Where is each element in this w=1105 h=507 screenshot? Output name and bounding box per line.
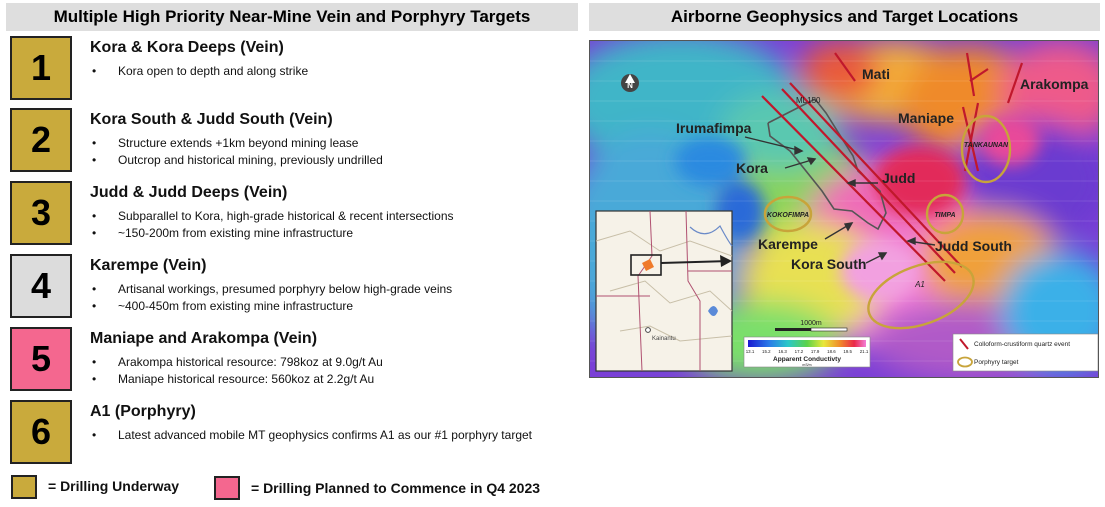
label-mati: Mati	[862, 66, 890, 82]
left-panel-title: Multiple High Priority Near-Mine Vein and Porphyry Targets	[6, 3, 578, 31]
legend-underway-swatch	[11, 475, 37, 499]
target-number-box: 6	[10, 400, 72, 464]
svg-text:Porphyry target: Porphyry target	[974, 359, 1019, 366]
colorbar-tick-label: 17.9	[810, 349, 820, 354]
target-number-box: 2	[10, 108, 72, 172]
legend-underway-label: = Drilling Underway	[48, 478, 180, 494]
label-kainantu: Kainantu	[652, 336, 676, 342]
target-bullet: • Structure extends +1km beyond mining lease	[90, 135, 560, 152]
target-title: Karempe (Vein)	[90, 257, 207, 274]
target-bullet: • Outcrop and historical mining, previously undrilled	[90, 152, 560, 169]
target-bullet: • Artisanal workings, presumed porphyry below high-grade veins	[90, 281, 560, 298]
target-item	[10, 400, 570, 466]
colorbar-tick-label: 19.5	[843, 349, 852, 354]
target-item	[10, 108, 570, 174]
north-arrow-icon	[621, 74, 639, 92]
target-bullet-list	[90, 135, 560, 169]
target-title: Judd & Judd Deeps (Vein)	[90, 184, 288, 201]
target-bullet: • Latest advanced mobile MT geophysics confirms A1 as our #1 porphyry target	[90, 427, 560, 444]
label-tankaunan: TANKAUNAN	[963, 142, 1009, 149]
colorbar-tick-label: 15.2	[762, 349, 771, 354]
label-kora-south: Kora South	[791, 256, 867, 272]
target-bullet: • Kora open to depth and along strike	[90, 63, 560, 80]
conductivity-colorbar	[744, 337, 870, 367]
label-irumafimpa: Irumafimpa	[676, 120, 752, 136]
label-a1: A1	[915, 280, 925, 289]
colorbar-tick-label: 16.3	[778, 349, 787, 354]
label-arakompa: Arakompa	[1020, 76, 1089, 92]
target-title: Kora South & Judd South (Vein)	[90, 111, 333, 128]
target-number-box: 4	[10, 254, 72, 318]
label-maniape: Maniape	[898, 110, 955, 126]
target-bullet-list	[90, 63, 560, 80]
svg-text:Colloform-crustiform quartz ev: Colloform-crustiform quartz event	[974, 341, 1071, 348]
label-judd: Judd	[882, 170, 916, 186]
svg-text:Apparent Conductivty: Apparent Conductivty	[773, 356, 841, 363]
colorbar-tick-label: 17.2	[794, 349, 804, 354]
target-bullet: • ~150-200m from existing mine infrastructure	[90, 225, 560, 242]
target-item	[10, 181, 570, 247]
svg-text:mS/m: mS/m	[802, 363, 812, 367]
colorbar-tick-label: 21.1	[859, 349, 869, 354]
label-karempe: Karempe	[758, 236, 818, 252]
svg-text:1000m: 1000m	[800, 320, 822, 327]
target-number-box: 1	[10, 36, 72, 100]
target-title: Kora & Kora Deeps (Vein)	[90, 39, 284, 56]
target-bullet-list	[90, 427, 560, 444]
target-bullet: • Subparallel to Kora, high-grade historical & recent intersections	[90, 208, 560, 225]
target-bullet-list	[90, 354, 560, 388]
target-title: A1 (Porphyry)	[90, 403, 196, 420]
target-bullet: • Arakompa historical resource: 798koz at 9.0g/t Au	[90, 354, 560, 371]
label-ml150: ML150	[796, 96, 821, 105]
label-kokofimpa: KOKOFIMPA	[766, 212, 810, 219]
geophysics-map	[589, 40, 1099, 378]
map-legend	[953, 334, 1098, 371]
label-judd-south: Judd South	[935, 238, 1012, 254]
target-bullet: • ~400-450m from existing mine infrastructure	[90, 298, 560, 315]
target-number-box: 5	[10, 327, 72, 391]
label-kora: Kora	[736, 160, 768, 176]
colorbar-tick-label: 13.1	[745, 349, 755, 354]
target-number-box: 3	[10, 181, 72, 245]
target-item	[10, 36, 570, 102]
target-bullet-list	[90, 208, 560, 242]
legend-planned-label: = Drilling Planned to Commence in Q4 2023	[251, 480, 541, 496]
label-timpa: TIMPA	[934, 212, 956, 219]
legend-planned-swatch	[214, 476, 240, 500]
target-bullet-list	[90, 281, 560, 315]
target-item	[10, 327, 570, 393]
svg-text:N: N	[627, 81, 633, 90]
right-panel-title: Airborne Geophysics and Target Locations	[589, 3, 1100, 31]
target-title: Maniape and Arakompa (Vein)	[90, 330, 318, 347]
target-item	[10, 254, 570, 320]
target-bullet: • Maniape historical resource: 560koz at 2.2g/t Au	[90, 371, 560, 388]
location-inset-map	[596, 211, 732, 371]
colorbar-tick-label: 18.6	[827, 349, 836, 354]
